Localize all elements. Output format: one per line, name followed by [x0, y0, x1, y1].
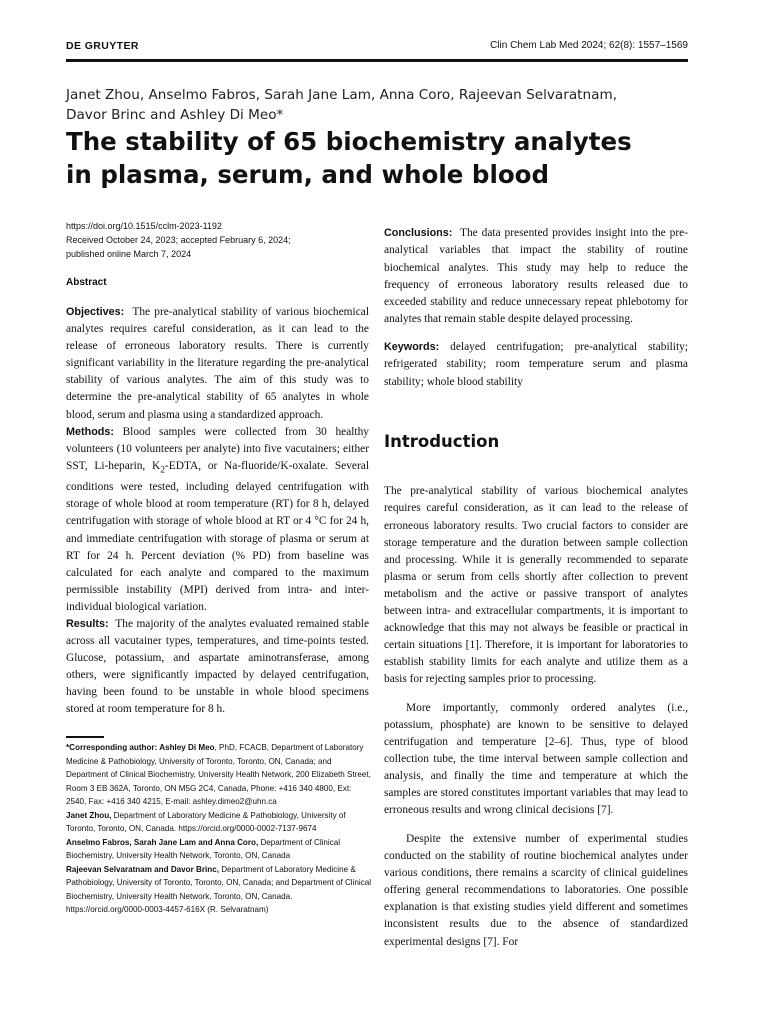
keywords-text: delayed centrifugation; pre-analytical stability; refrigerated stability; room temperature serum and plasma stability; whole blood stability	[384, 341, 688, 388]
keywords	[384, 339, 688, 390]
affiliation-fabros	[66, 836, 372, 863]
abstract-results	[66, 616, 369, 719]
footnote-rule	[66, 736, 104, 738]
affiliation-zhou-label: Janet Zhou,	[66, 810, 112, 820]
publisher-name: DE GRUYTER	[66, 40, 139, 52]
objectives-text: The pre-analytical stability of various biochemical analytes requires careful consideration, as it can lead to the release of erroneous laboratory results. There is currently significant variability in the literature regarding the pre-analytical stability of various analytes. The aim of this study was to determine the pre-analytical stability of 65 analytes in whole blood, serum and plasma using a standardized approach.	[66, 306, 369, 421]
intro-paragraph-1: The pre-analytical stability of various biochemical analytes requires careful consideration, as it can lead to the release of erroneous laboratory results. Two crucial factors to consider are storage temperature and the duration between sample collection and processing. While it is generally recommended to separate plasma or serum from cells shortly after collection to prevent metabolism and the active or passive transport of analytes between intra- and extracellular compartments, it is important to acknowledge that this may not always be feasible or practical in certain situations [1]. Therefore, it is important for laboratories to establish stability limits for each analyte and utilize them as a basis for rejecting samples prior to processing.	[384, 485, 688, 686]
affiliation-selvaratnam-label: Rajeevan Selvaratnam and Davor Brinc,	[66, 864, 219, 874]
header-rule	[66, 59, 688, 62]
published-date: published online March 7, 2024	[66, 249, 192, 259]
article-metadata	[66, 219, 366, 261]
affiliation-fabros-text: Department of Clinical Biochemistry, University Health Network, Toronto, ON, Canada	[66, 837, 341, 860]
introduction-heading: Introduction	[384, 432, 500, 451]
corresponding-author-note	[66, 741, 372, 809]
doi-link[interactable]: https://doi.org/10.1515/cclm-2023-1192	[66, 221, 222, 231]
corresponding-author-text: , PhD, FCACB, Department of Laboratory Medicine & Pathobiology, University of Toronto, Toronto, ON, Canada; and Department of Clinical Biochemistry, University Health Network, 200 Elizabeth Street, Room 3 EB 362A, Toronto, ON M5G 2C4, Canada, Phone: +416 340 4800, Ext: 2540, Fax: +416 340 4215, E-mail: ashley.dimeo2@uhn.ca	[66, 743, 371, 806]
article-title: The stability of 65 biochemistry analytes in plasma, serum, and whole blood	[66, 127, 632, 189]
abstract-methods	[66, 424, 369, 616]
affiliation-zhou	[66, 809, 372, 836]
page-header	[66, 40, 688, 56]
received-dates: Received October 24, 2023; accepted February 6, 2024;	[66, 235, 291, 245]
methods-text-2: -EDTA, or Na-fluoride/K-oxalate. Several conditions were tested, including delayed centrifugation with storage of whole blood at room temperature (RT) for 8 h, delayed centrifugation with storage of whole blood at RT or 4 °C for 24 h, and immediate centrifugation with storage of plasma or serum at RT for 24 h. Percent deviation (% PD) from baseline was calculated for each analyte and compared to the maximum permissible instability (MPI) derived from intra- and inter-individual biological variation.	[66, 459, 369, 613]
results-label: Results:	[66, 617, 109, 630]
affiliation-selvaratnam-text: Department of Laboratory Medicine & Pathobiology, University of Toronto, Toronto, ON, Canada; and Department of Clinical Biochemistry, University Health Network, Toronto, ON, Canada. https://orcid.org/0000-0003-4457-616X (R. Selvaratnam)	[66, 864, 372, 914]
intro-paragraph-2: More importantly, commonly ordered analytes (i.e., potassium, phosphate) are known to be sensitive to delayed centrifugation and temperature [2–6]. Thus, type of blood collection tube, the time interval between sample collection and analysis, and finally the time and temperature at which the samples are stored constitutes important variables that may lead to erroneous results and wrong clinical decisions [7].	[384, 701, 688, 817]
conclusions-label: Conclusions:	[384, 227, 453, 240]
affiliation-zhou-text: Department of Laboratory Medicine & Pathobiology, University of Toronto, Toronto, ON, Canada. https://orcid.org/0000-0002-7137-9674	[66, 810, 346, 833]
conclusions-text: The data presented provides insight into the pre-analytical variables that impact the stability of routine biochemical analytes. This study may help to reduce the frequency of erroneous laboratory results released due to exceeded stability and reduce unnecessary repeat phlebotomy for analytes that remain stable despite delayed processing.	[384, 227, 688, 325]
abstract-heading: Abstract	[66, 277, 107, 288]
keywords-label: Keywords:	[384, 341, 440, 354]
affiliation-fabros-label: Anselmo Fabros, Sarah Jane Lam and Anna Coro,	[66, 837, 259, 847]
author-list: Janet Zhou, Anselmo Fabros, Sarah Jane Lam, Anna Coro, Rajeevan Selvaratnam, Davor Brinc and Ashley Di Meo*	[66, 87, 618, 123]
abstract-left-column	[66, 304, 369, 719]
footnotes	[66, 741, 372, 917]
introduction-body	[384, 472, 688, 962]
abstract-objectives	[66, 304, 369, 424]
corresponding-author-label: *Corresponding author: Ashley Di Meo	[66, 743, 215, 752]
methods-text-1: Blood samples were collected from 30 healthy volunteers (10 volunteers per analyte) into five vacutainers; either SST, Li-heparin, K	[66, 425, 369, 472]
methods-subscript: 2	[160, 465, 165, 476]
intro-paragraph-3: Despite the extensive number of experimental studies conducted on the stability of routine biochemical analytes under various conditions, there remains a scarcity of clinical guidelines offering general recommendations to laboratories. One possible explanation is that existing studies yield different and sometimes inconsistent results due to the absence of standardized experimental designs [7]. For	[384, 832, 688, 948]
objectives-label: Objectives:	[66, 306, 125, 318]
abstract-right-column	[384, 214, 688, 402]
journal-reference: Clin Chem Lab Med 2024; 62(8): 1557–1569	[490, 40, 688, 51]
abstract-conclusions	[384, 225, 688, 328]
affiliation-selvaratnam	[66, 863, 372, 917]
methods-label: Methods:	[66, 425, 114, 438]
results-text: The majority of the analytes evaluated remained stable across all vacutainer types, temperatures, and time-points tested. Glucose, potassium, and aspartate aminotransferase, among others, were significantly impacted by delayed centrifugation, having been found to be unstable in whole blood specimens stored at room temperature for 8 h.	[66, 617, 369, 716]
